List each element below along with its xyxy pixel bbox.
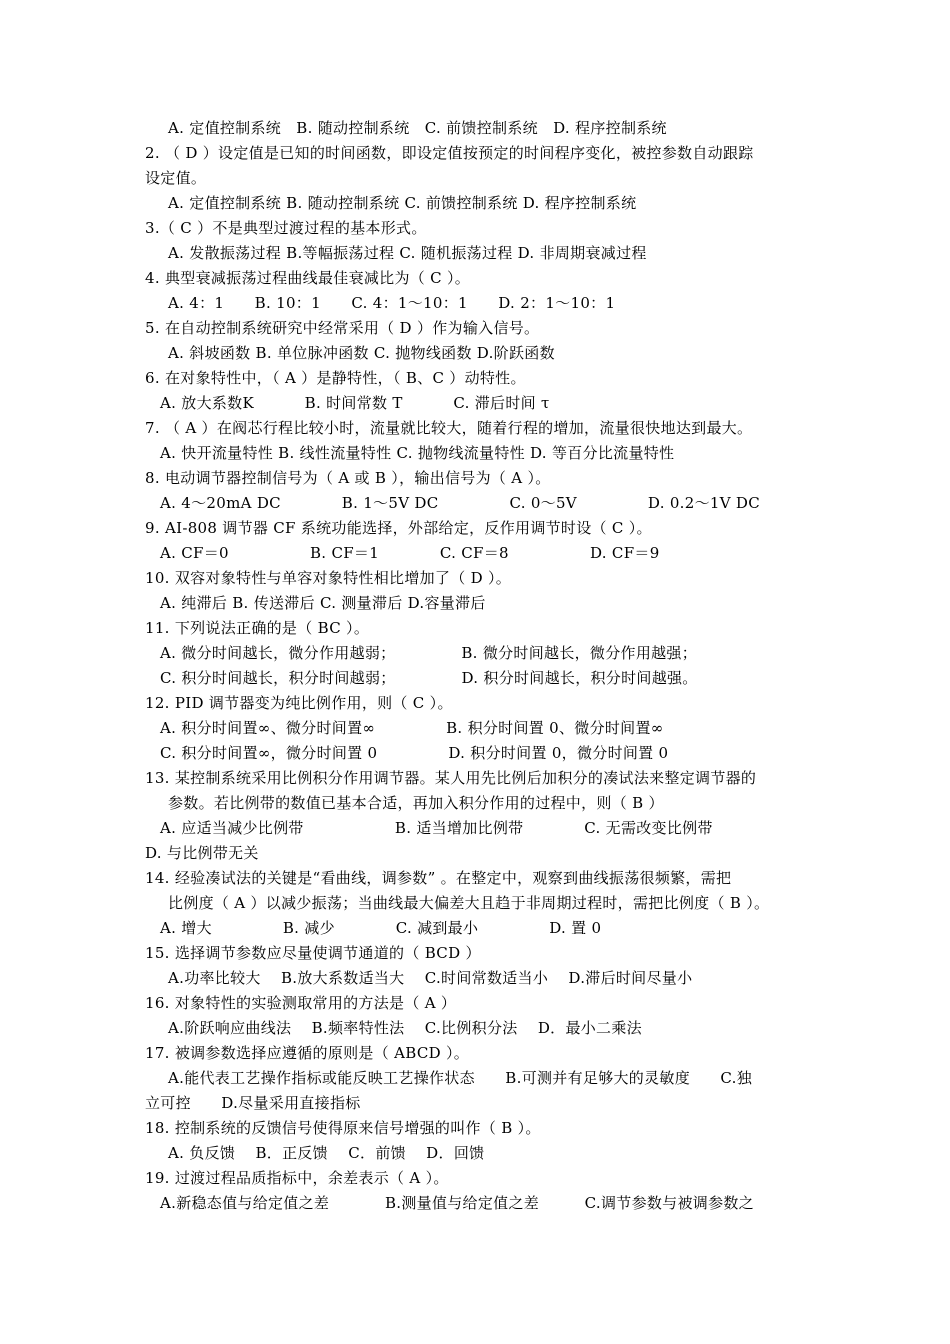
text-line: A. 应适当减少比例带 B. 适当增加比例带 C. 无需改变比例带 — [160, 819, 713, 837]
text-line: 19. 过渡过程品质指标中，余差表示（ A ）。 — [145, 1169, 449, 1187]
text-line: A. 4～20mA DC B. 1～5V DC C. 0～5V D. 0.2～1V DC — [160, 494, 761, 512]
text-line: 15. 选择调节参数应尽量使调节通道的（ BCD ） — [145, 944, 481, 962]
text-line: A. 积分时间置∞、微分时间置∞ B. 积分时间置 0、微分时间置∞ — [160, 719, 664, 737]
text-line: A.能代表工艺操作指标或能反映工艺操作状态 B.可测并有足够大的灵敏度 C.独 — [168, 1069, 753, 1087]
text-line: C. 积分时间置∞，微分时间置 0 D. 积分时间置 0，微分时间置 0 — [160, 744, 669, 762]
text-line: 13. 某控制系统采用比例积分作用调节器。某人用先比例后加积分的凑试法来整定调节器的 — [145, 769, 757, 787]
text-line: 参数。若比例带的数值已基本合适，再加入积分作用的过程中，则（ B ） — [168, 794, 664, 812]
text-line: A. 负反馈 B．正反馈 C．前馈 D．回馈 — [168, 1144, 485, 1162]
text-line: 5. 在自动控制系统研究中经常采用（ D ）作为输入信号。 — [145, 319, 540, 337]
text-line: A. 定值控制系统 B. 随动控制系统 C. 前馈控制系统 D. 程序控制系统 — [168, 194, 637, 212]
text-line: A.阶跃响应曲线法 B.频率特性法 C.比例积分法 D．最小二乘法 — [168, 1019, 642, 1037]
text-line: 11. 下列说法正确的是（ BC ）。 — [145, 619, 370, 637]
text-line: 8. 电动调节器控制信号为（ A 或 B ），输出信号为（ A ）。 — [145, 469, 551, 487]
text-line: 设定值。 — [145, 169, 207, 187]
text-line: A. 放大系数K B. 时间常数 T C. 滞后时间 τ — [160, 394, 550, 412]
text-line: A. 定值控制系统 B. 随动控制系统 C. 前馈控制系统 D. 程序控制系统 — [168, 119, 667, 137]
text-line: A. 纯滞后 B. 传送滞后 C. 测量滞后 D.容量滞后 — [160, 594, 486, 612]
text-line: 4. 典型衰减振荡过程曲线最佳衰减比为（ C ）。 — [145, 269, 471, 287]
text-line: A. 斜坡函数 B. 单位脉冲函数 C. 抛物线函数 D.阶跃函数 — [168, 344, 555, 362]
text-line: 18. 控制系统的反馈信号使得原来信号增强的叫作（ B ）。 — [145, 1119, 541, 1137]
text-line: A.功率比较大 B.放大系数适当大 C.时间常数适当小 D.滞后时间尽量小 — [168, 969, 693, 987]
text-line: 2. （ D ）设定值是已知的时间函数，即设定值按预定的时间程序变化，被控参数自动跟踪 — [145, 144, 754, 162]
text-line: 10. 双容对象特性与单容对象特性相比增加了（ D ）。 — [145, 569, 512, 587]
text-line: 12. PID 调节器变为纯比例作用，则（ C ）。 — [145, 694, 453, 712]
text-line: 比例度（ A ）以减少振荡；当曲线最大偏差大且趋于非周期过程时，需把比例度（ B ）。 — [168, 894, 770, 912]
text-line: 9. AI-808 调节器 CF 系统功能选择，外部给定，反作用调节时设（ C ）。 — [145, 519, 652, 537]
text-line: A. 发散振荡过程 B.等幅振荡过程 C. 随机振荡过程 D. 非周期衰减过程 — [168, 244, 647, 262]
text-line: A. 微分时间越长，微分作用越弱； B. 微分时间越长，微分作用越强； — [160, 644, 698, 662]
text-line: A. 4：1 B. 10：1 C. 4：1～10：1 D. 2：1～10：1 — [168, 294, 616, 312]
text-line: 17. 被调参数选择应遵循的原则是（ ABCD ）。 — [145, 1044, 470, 1062]
text-line: 14. 经验凑试法的关键是“看曲线，调参数” 。在整定中，观察到曲线振荡很频繁，需把 — [145, 869, 732, 887]
text-line: D. 与比例带无关 — [145, 844, 259, 862]
text-line: A.新稳态值与给定值之差 B.测量值与给定值之差 C.调节参数与被调参数之 — [160, 1194, 754, 1212]
text-line: A. 快开流量特性 B. 线性流量特性 C. 抛物线流量特性 D. 等百分比流量特性 — [160, 444, 675, 462]
text-line: 6. 在对象特性中，（ A ）是静特性，（ B、C ）动特性。 — [145, 369, 526, 387]
text-line: 7. （ A ）在阀芯行程比较小时，流量就比较大，随着行程的增加，流量很快地达到最大。 — [145, 419, 753, 437]
text-line: 立可控 D.尽量采用直接指标 — [145, 1094, 361, 1112]
text-line: A. 增大 B. 减少 C. 减到最小 D. 置 0 — [160, 919, 602, 937]
text-line: A. CF＝0 B. CF＝1 C. CF＝8 D. CF＝9 — [160, 544, 660, 562]
text-line: 16. 对象特性的实验测取常用的方法是（ A ） — [145, 994, 457, 1012]
text-line: 3.（ C ）不是典型过渡过程的基本形式。 — [145, 219, 427, 237]
text-line: C. 积分时间越长，积分时间越弱； D. 积分时间越长，积分时间越强。 — [160, 669, 698, 687]
